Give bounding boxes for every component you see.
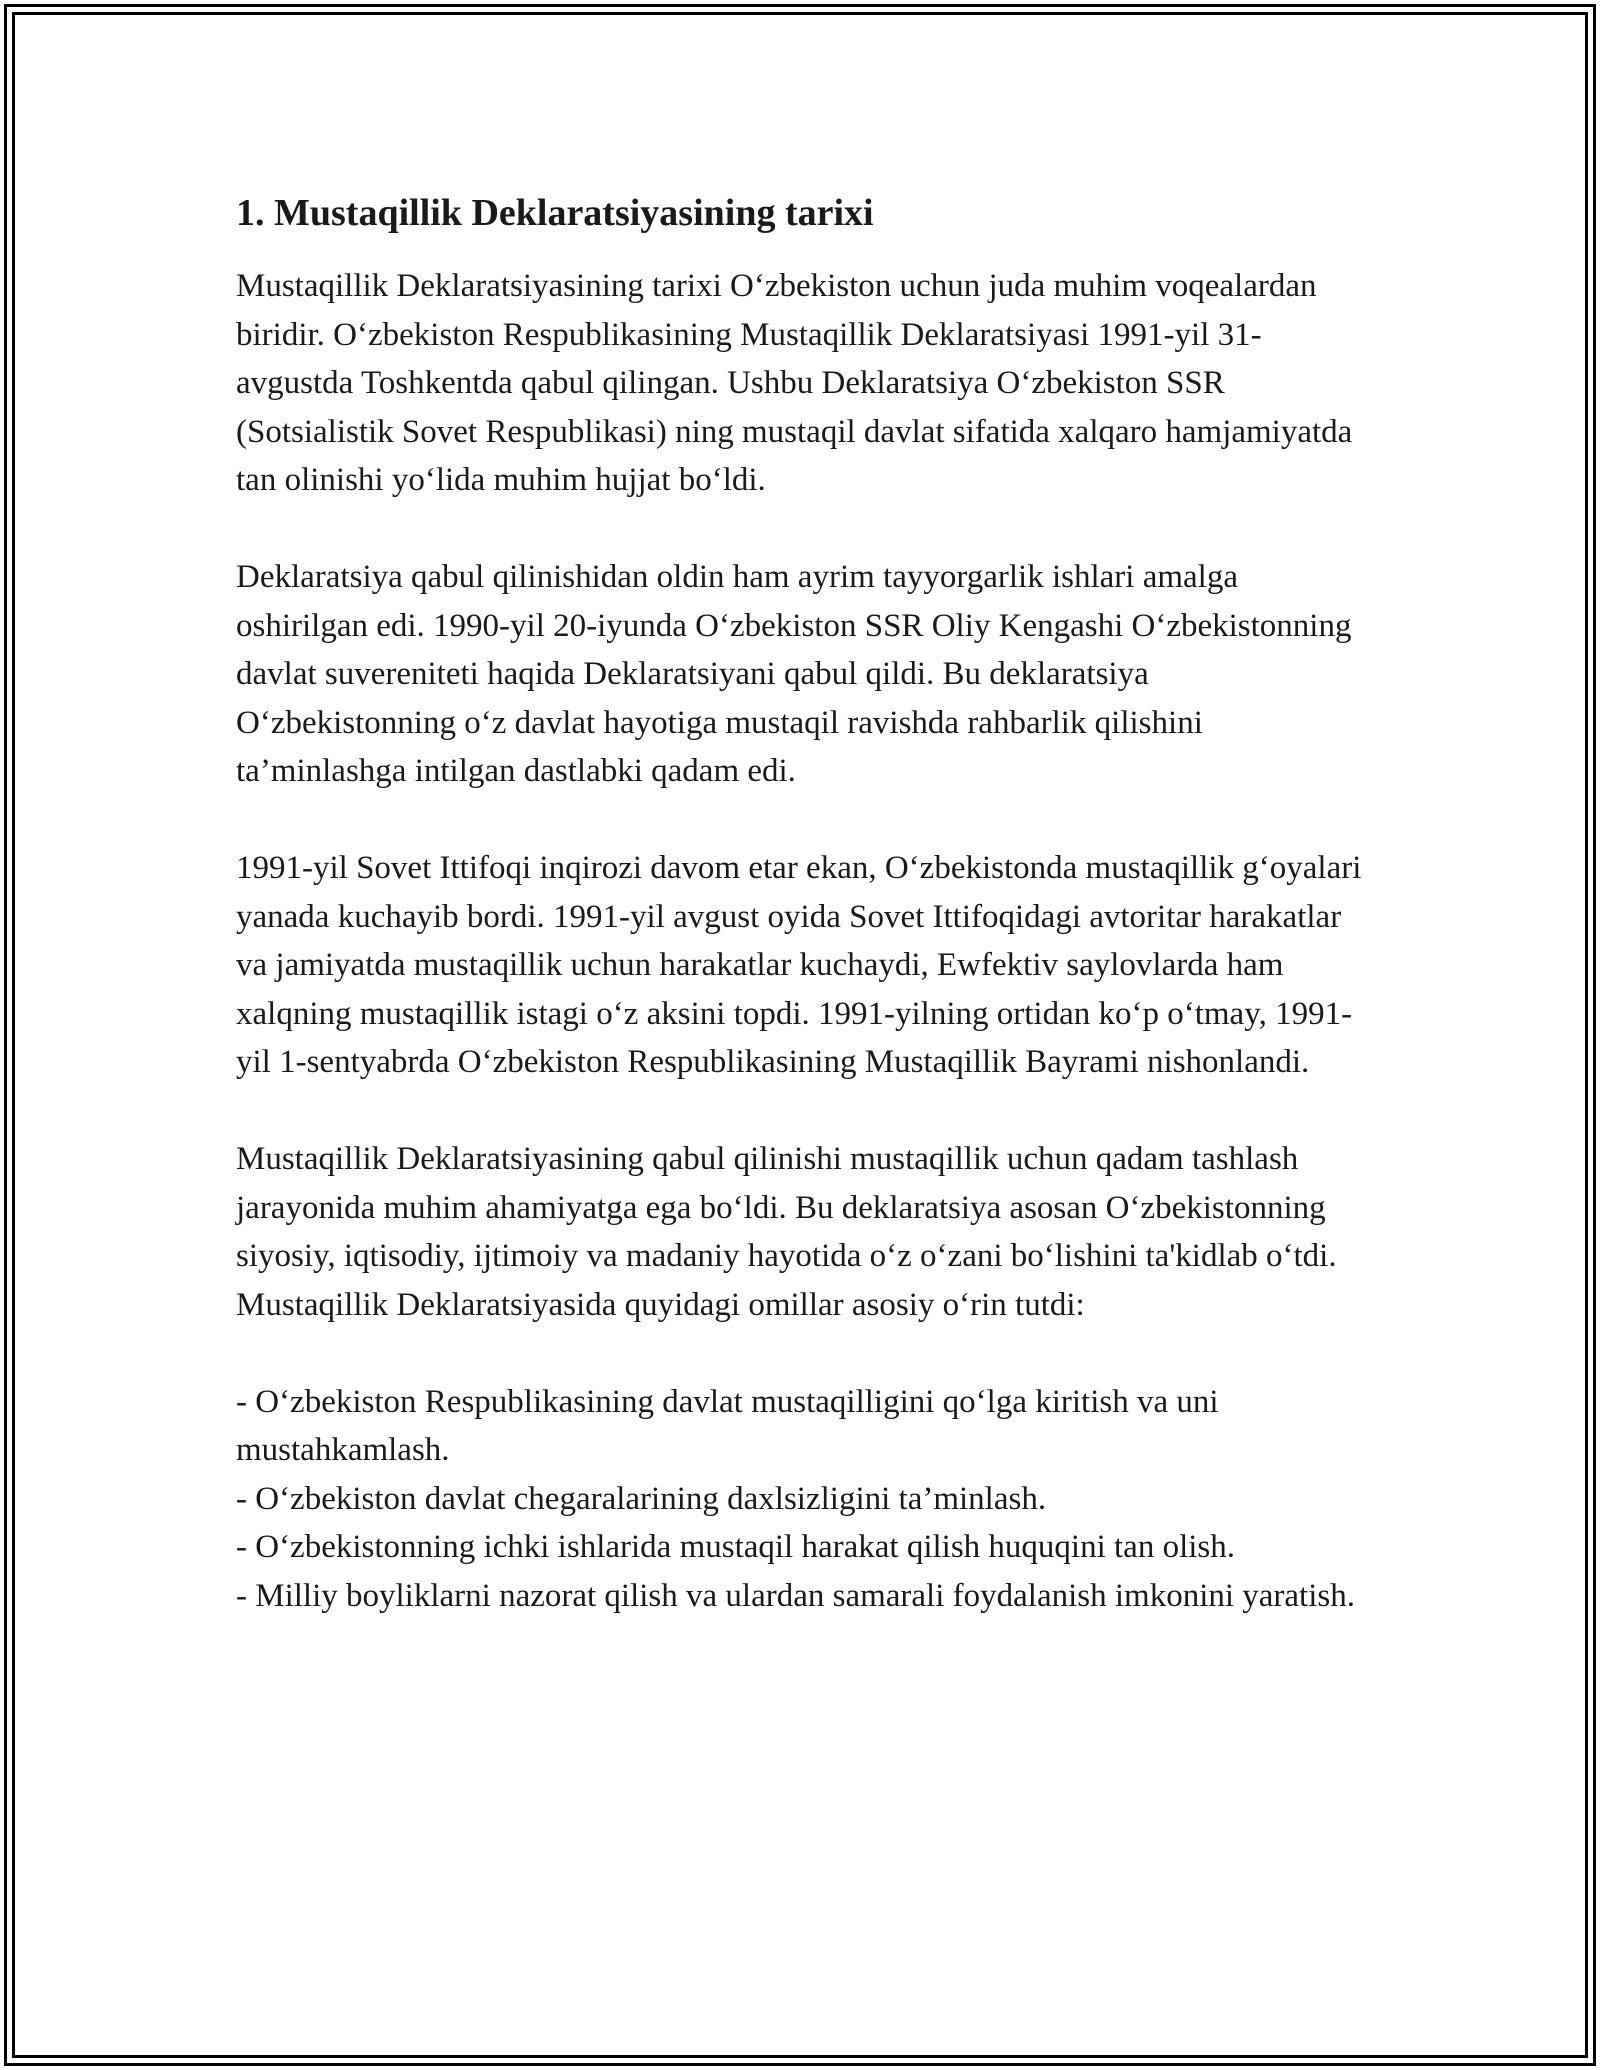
document-body [236, 188, 1376, 1620]
paragraph-1: Mustaqillik Deklaratsiyasining tarixi O‘zbekiston uchun juda muhim voqealardan biridir. O‘zbekiston Respublikasining Mustaqillik Deklaratsiyasi 1991-yil 31-avgustda Toshkentda qabul qilingan. Ushbu Deklaratsiya O‘zbekiston SSR (Sotsialistik Sovet Respublikasi) ning mustaqil davlat sifatida xalqaro hamjamiyatda tan olinishi yo‘lida muhim hujjat bo‘ldi. [236, 268, 1353, 498]
list-item: - O‘zbekistonning ichki ishlarida mustaqil harakat qilish huquqini tan olish. [236, 1529, 1236, 1565]
paragraph-2: Deklaratsiya qabul qilinishidan oldin ham ayrim tayyorgarlik ishlari amalga oshirilgan edi. 1990-yil 20-iyunda O‘zbekiston SSR Oliy Kengashi O‘zbekistonning davlat suvereniteti haqida Deklaratsiyani qabul qildi. Bu deklaratsiya O‘zbekistonning o‘z davlat hayotiga mustaqil ravishda rahbarlik qilishini ta’minlashga intilgan dastlabki qadam edi. [236, 559, 1352, 789]
list-item: - O‘zbekiston davlat chegaralarining daxlsizligini ta’minlash. [236, 1480, 1047, 1517]
section-heading: 1. Mustaqillik Deklaratsiyasining tarixi [236, 192, 874, 234]
list-item: - O‘zbekiston Respublikasining davlat mustaqilligini qo‘lga kiritish va uni mustahkamlash. [236, 1383, 1219, 1468]
factors-list [236, 1378, 1376, 1621]
list-item: - Milliy boyliklarni nazorat qilish va ulardan samarali foydalanish imkonini yaratish. [236, 1577, 1355, 1614]
paragraph-4: Mustaqillik Deklaratsiyasining qabul qilinishi mustaqillik uchun qadam tashlash jarayonida muhim ahamiyatga ega bo‘ldi. Bu deklaratsiya asosan O‘zbekistonning siyosiy, iqtisodiy, ijtimoiy va madaniy hayotida o‘z o‘zani bo‘lishini ta'kidlab o‘tdi. Mustaqillik Deklaratsiyasida quyidagi omillar asosiy o‘rin tutdi: [236, 1141, 1337, 1323]
paragraph-3: 1991-yil Sovet Ittifoqi inqirozi davom etar ekan, O‘zbekistonda mustaqillik g‘oyalari yanada kuchayib bordi. 1991-yil avgust oyida Sovet Ittifoqidagi avtoritar harakatlar va jamiyatda mustaqillik uchun harakatlar kuchaydi, Ewfektiv saylovlarda ham xalqning mustaqillik istagi o‘z aksini topdi. 1991-yilning ortidan ko‘p o‘tmay, 1991-yil 1-sentyabrda O‘zbekiston Respublikasining Mustaqillik Bayrami nishonlandi. [236, 850, 1362, 1080]
